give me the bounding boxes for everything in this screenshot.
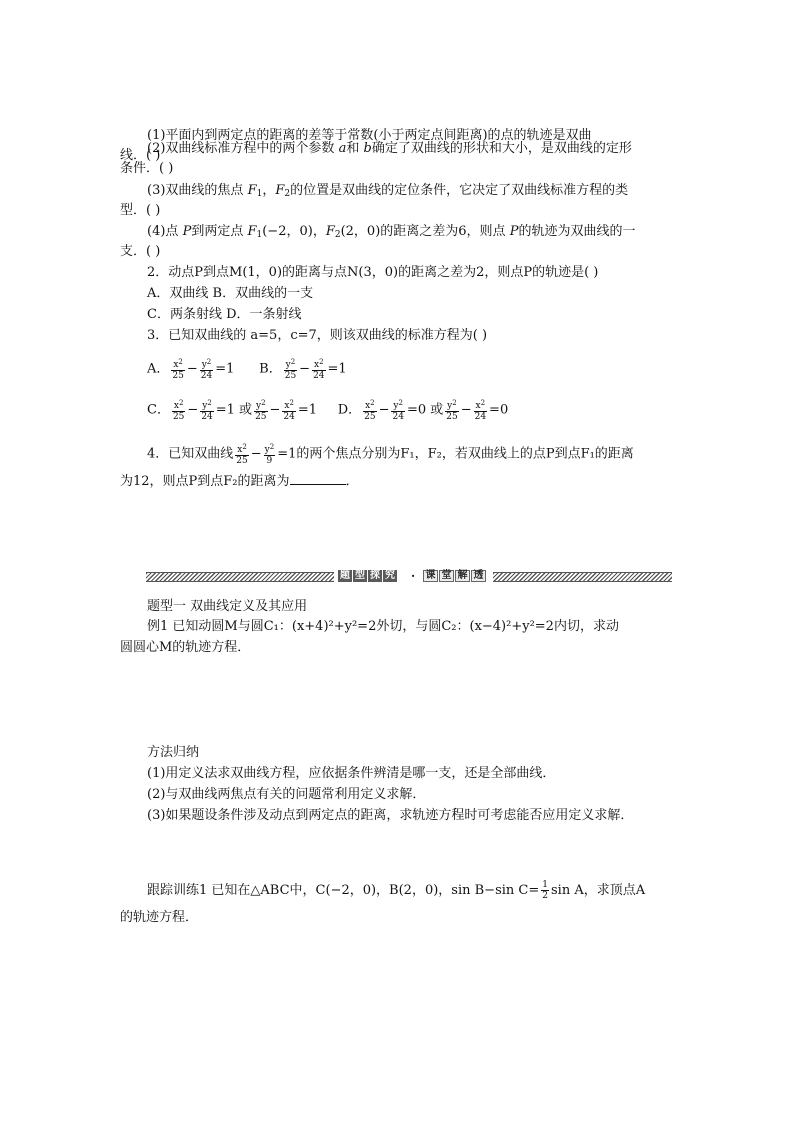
question-4-line2: 为12，则点P到点F₂的距离为 ． — [120, 474, 359, 489]
question-4-line1: 4．已知双曲线 $\frac{x^2}{25}$ − $\frac{y^2}{9}$ =1的两个焦点分别为F₁，F₂，若双曲线上的点P到点F₁的距离 — [147, 443, 634, 466]
example-1-line1: 例1 已知动圆M与圆C₁：(x+4)²+y²=2外切，与圆C₂：(x−4)²+y²=2内切，求动 — [147, 619, 619, 634]
banner-char: 课 — [423, 570, 438, 582]
method-item-2: (2)与双曲线两焦点有关的问题常利用定义求解． — [147, 787, 426, 802]
banner-separator: · — [411, 569, 416, 583]
banner-char: 解 — [455, 570, 470, 582]
judge-4-line2: 支．( ) — [120, 244, 161, 259]
section-banner — [146, 569, 672, 583]
method-item-1: (1)用定义法求双曲线方程，应依据条件辨清是哪一支，还是全部曲线． — [147, 766, 556, 781]
tracking-exercise-line1: 跟踪训练1 已知在△ABC中，C(−2，0)，B(2，0)，sin B−sin C= $\frac{1}{2}$ sin A，求顶点A — [147, 880, 646, 901]
banner-tag-topic-explore — [338, 569, 398, 583]
tracking-exercise-line2: 的轨迹方程． — [120, 910, 199, 925]
banner-char: 究 — [385, 570, 395, 581]
judge-2-line1: (2)双曲线标准方程中的两个参数 a和 b确定了双曲线的形状和大小，是双曲线的定形 — [147, 141, 632, 156]
judge-2-line2: 条件．( ) — [120, 161, 174, 176]
banner-char: 透 — [471, 570, 486, 582]
judge-1-line1: (1)平面内到两定点的距离的差等于常数(小于两定点间距离)的点的轨迹是双曲 — [147, 128, 592, 143]
question-3: 3．已知双曲线的 a=5，c=7，则该双曲线的标准方程为( ) — [147, 328, 488, 343]
method-item-3: (3)如果题设条件涉及动点到两定点的距离，求轨迹方程时可考虑能否应用定义求解． — [147, 808, 634, 823]
method-title: 方法归纳 — [147, 745, 200, 760]
answer-blank[interactable] — [290, 472, 346, 485]
example-1-line2: 圆圆心M的轨迹方程． — [120, 640, 251, 655]
section-heading: 题型一 双曲线定义及其应用 — [147, 599, 308, 614]
banner-hatch-right — [493, 572, 672, 582]
banner-char: 题 — [340, 570, 350, 581]
question-2-options-ab: A．双曲线 B．双曲线的一支 — [147, 286, 314, 301]
question-3-options-cd: C． $\frac{x^2}{25}$ − $\frac{y^2}{24}$ =1 或 $\frac{y^2}{25}$ − $\frac{x^2}{24}$ =1 D． $\frac{x^2}{25}$ − $\frac{y^2}{24}$ =0 或 $\frac{y^2}{25}$ − $\frac{x^2}{24}$ =0 — [147, 399, 509, 422]
banner-hatch-left — [146, 572, 334, 582]
banner-char: 堂 — [439, 570, 454, 582]
judge-3-line1: (3)双曲线的焦点 $F_1$，$F_2$的位置是双曲线的定位条件，它决定了双曲线标准方程的类 — [147, 183, 629, 199]
question-2-options-cd: C．两条射线 D．一条射线 — [147, 307, 302, 322]
judge-3-line2: 型．( ) — [120, 203, 161, 218]
banner-char: 探 — [370, 570, 380, 581]
judge-1-line2: 线．( ) — [120, 148, 161, 163]
banner-tag-class-explain — [423, 569, 487, 583]
judge-4-line1: (4)点 P到两定点 $F_1(-2$，0)，$F_2(2$，0)的距离之差为6，则点 P的轨迹为双曲线的一 — [147, 224, 636, 240]
banner-char: 型 — [355, 570, 365, 581]
question-2: 2．动点P到点M(1，0)的距离与点N(3，0)的距离之差为2，则点P的轨迹是( ) — [147, 265, 599, 280]
question-3-options-ab: A． $\frac{x^2}{25}$ − $\frac{y^2}{24}$ =1 B． $\frac{y^2}{25}$ − $\frac{x^2}{24}$ =1 — [147, 358, 347, 381]
